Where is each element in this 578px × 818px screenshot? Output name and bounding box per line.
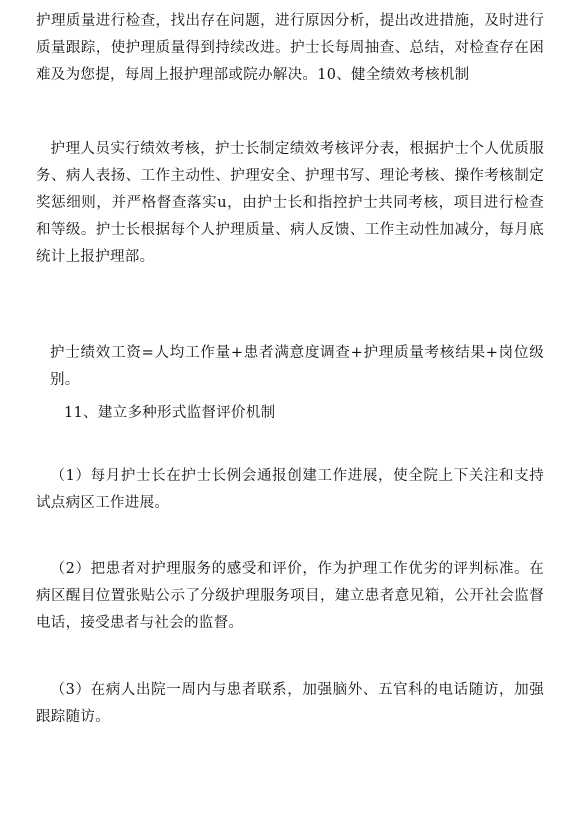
- paragraph-performance-pay-formula: 护士绩效工资=人均工作量+患者满意度调查+护理质量考核结果+岗位级别。: [50, 345, 544, 388]
- paragraph-quality-tracking: 护理质量进行检查，找出存在问题，进行原因分析，提出改进措施，及时进行质量跟踪，使护理质量得到持续改进。护士长每周抽查、总结，对检查存在困难及为您提，每周上报护理部或院办解决。10、健全绩效考核机制: [36, 13, 544, 83]
- paragraph-item-3: （3）在病人出院一周内与患者联系，加强脑外、五官科的电话随访，加强跟踪随访。: [36, 682, 544, 725]
- paragraph-item-1: （1）每月护士长在护士长例会通报创建工作进展，使全院上下关注和支持试点病区工作进展。: [36, 468, 544, 511]
- paragraph-item-2: （2）把患者对护理服务的感受和评价，作为护理工作优劣的评判标准。在病区醒目位置张贴公示了分级护理服务项目，建立患者意见箱，公开社会监督电话，接受患者与社会的监督。: [36, 561, 544, 631]
- section-heading-supervision: 11、建立多种形式监督评价机制: [64, 405, 276, 421]
- paragraph-performance-assessment: 护理人员实行绩效考核，护士长制定绩效考核评分表，根据护士个人优质服务、病人表扬、工作主动性、护理安全、护理书写、理论考核、操作考核制定奖惩细则，并严格督查落实u，由护士长和指控护士共同考核，项目进行检查和等级。护士长根据每个人护理质量、病人反馈、工作主动性加减分，每月底统计上报护理部。: [36, 141, 544, 265]
